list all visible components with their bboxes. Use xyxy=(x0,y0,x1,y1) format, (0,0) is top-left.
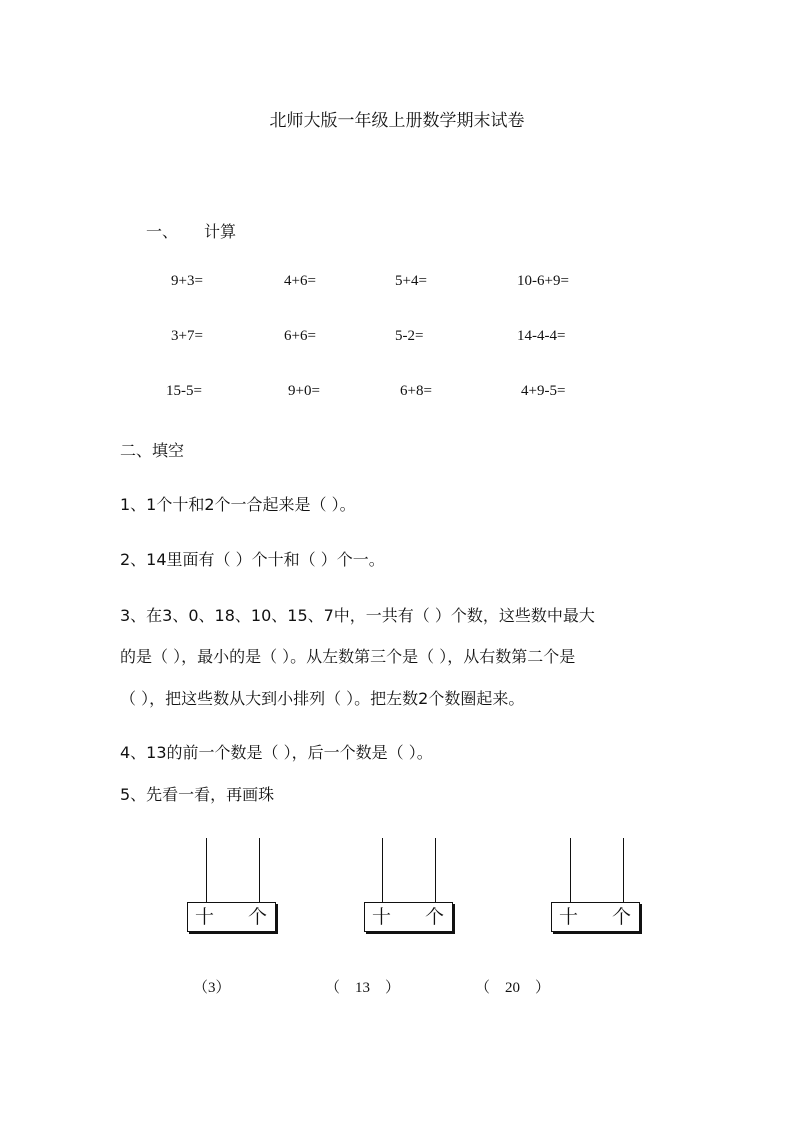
page-title: 北师大版一年级上册数学期末试卷 xyxy=(269,111,525,131)
calc-item: 5+4= xyxy=(395,273,427,289)
calc-item: 15-5= xyxy=(166,383,202,399)
question-1: 1、1个十和2个一合起来是（ ）。 xyxy=(120,495,356,514)
abacus-base xyxy=(187,902,276,932)
abacus-base xyxy=(364,902,453,932)
section-1-number: 一、 xyxy=(146,222,179,241)
abacus-rod-ones xyxy=(259,838,260,904)
calc-item: 9+0= xyxy=(288,383,320,399)
question-4: 4、13的前一个数是（ ），后一个数是（ ）。 xyxy=(120,743,433,762)
calc-item: 5-2= xyxy=(395,328,424,344)
abacus-ones-label: 个 xyxy=(248,906,268,928)
abacus-rod-tens xyxy=(382,838,383,904)
section-2-heading: 二、填空 xyxy=(120,441,185,460)
abacus-tens-label: 十 xyxy=(372,906,392,928)
abacus-rod-tens xyxy=(570,838,571,904)
abacus-rod-ones xyxy=(623,838,624,904)
calc-item: 6+6= xyxy=(284,328,316,344)
calc-item: 6+8= xyxy=(400,383,432,399)
question-5: 5、先看一看，再画珠 xyxy=(120,785,275,804)
calc-item: 10-6+9= xyxy=(517,273,569,289)
abacus-ones-label: 个 xyxy=(612,906,632,928)
abacus-ones-label: 个 xyxy=(425,906,445,928)
calc-item: 9+3= xyxy=(171,273,203,289)
calc-item: 3+7= xyxy=(171,328,203,344)
calc-item: 4+9-5= xyxy=(521,383,566,399)
abacus-caption: （ 13 ） xyxy=(325,980,401,996)
question-3-line-3: （ ），把这些数从大到小排列（ ）。把左数2个数圈起来。 xyxy=(120,689,525,708)
abacus-rod-ones xyxy=(435,838,436,904)
abacus-caption: （3） xyxy=(193,980,231,996)
calc-item: 14-4-4= xyxy=(517,328,566,344)
abacus-tens-label: 十 xyxy=(195,906,215,928)
question-3-line-1: 3、在3、0、18、10、15、7中，一共有（ ）个数，这些数中最大 xyxy=(120,606,595,625)
question-2: 2、14里面有（ ）个十和（ ）个一。 xyxy=(120,550,385,569)
section-1-label: 计算 xyxy=(204,222,237,241)
calc-item: 4+6= xyxy=(284,273,316,289)
abacus-tens-label: 十 xyxy=(559,906,579,928)
abacus-rod-tens xyxy=(206,838,207,904)
abacus-base xyxy=(551,902,640,932)
question-3-line-2: 的是（ ），最小的是（ ）。从左数第三个是（ ），从右数第二个是 xyxy=(120,647,576,666)
abacus-caption: （ 20 ） xyxy=(475,980,551,996)
